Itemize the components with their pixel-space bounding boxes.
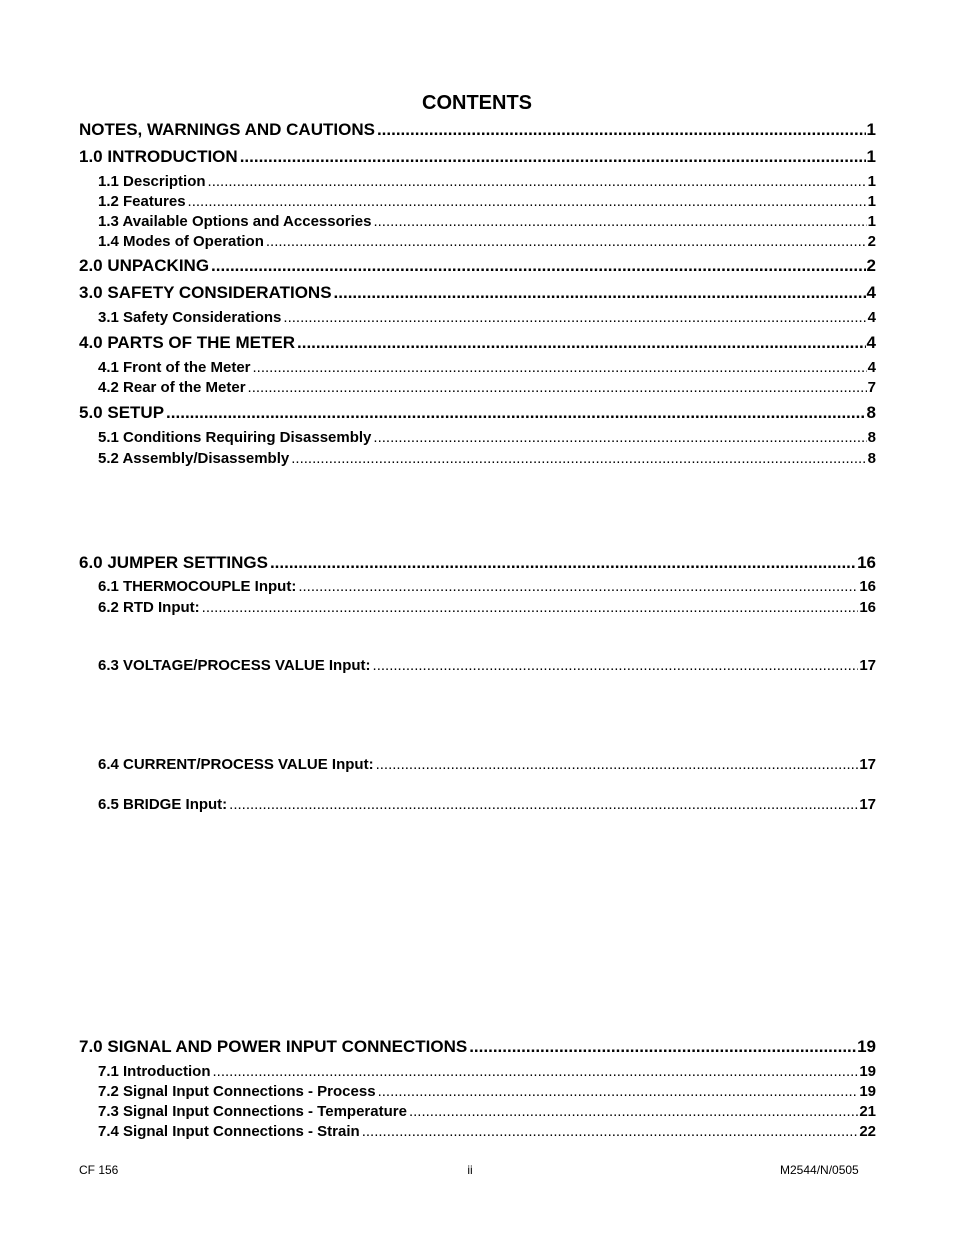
- toc-entry-page: 16: [859, 578, 876, 595]
- toc-entry-current-process-input[interactable]: [98, 755, 876, 774]
- toc-entry-label: 5.1 Conditions Requiring Disassembly: [98, 429, 372, 446]
- toc-entry-label: 2.0 UNPACKING: [79, 256, 210, 275]
- toc-entry-bridge-input[interactable]: [98, 795, 876, 814]
- toc-entry-page: 1: [866, 120, 876, 139]
- toc-entry-label: 1.4 Modes of Operation: [98, 233, 264, 250]
- toc-entry-conditions-disassembly[interactable]: [98, 428, 876, 447]
- toc-entry-options-accessories[interactable]: [98, 212, 876, 231]
- toc-leader-dots: [188, 192, 867, 211]
- toc-entry-page: 16: [857, 553, 876, 572]
- toc-entry-page: 17: [859, 796, 876, 813]
- toc-entry-page: 8: [866, 403, 876, 422]
- toc-entry-page: 1: [867, 213, 876, 230]
- toc-entry-page: 17: [859, 657, 876, 674]
- toc-entry-label: 7.0 SIGNAL AND POWER INPUT CONNECTIONS: [79, 1037, 468, 1056]
- footer-revision-code: M2544/N/0505: [780, 1163, 859, 1177]
- toc-entry-label: 6.4 CURRENT/PROCESS VALUE Input:: [98, 756, 374, 773]
- toc-leader-dots: [240, 146, 866, 168]
- toc-leader-dots: [409, 1102, 858, 1121]
- toc-leader-dots: [248, 378, 867, 397]
- toc-entry-page: 1: [866, 147, 876, 166]
- toc-leader-dots: [378, 1082, 859, 1101]
- toc-entry-jumper-settings[interactable]: [79, 552, 876, 574]
- toc-entry-signal-input-temperature[interactable]: [98, 1102, 876, 1121]
- toc-entry-page: 17: [859, 756, 876, 773]
- toc-entry-page: 21: [859, 1103, 876, 1120]
- toc-entry-label: 1.2 Features: [98, 193, 186, 210]
- toc-entry-front-of-meter[interactable]: [98, 358, 876, 377]
- toc-leader-dots: [270, 552, 856, 574]
- toc-entry-setup[interactable]: [79, 402, 876, 424]
- toc-entry-unpacking[interactable]: [79, 255, 876, 277]
- toc-entry-label: 3.0 SAFETY CONSIDERATIONS: [79, 283, 332, 302]
- toc-entry-rear-of-meter[interactable]: [98, 378, 876, 397]
- toc-entry-voltage-process-input[interactable]: [98, 656, 876, 675]
- toc-entry-page: 2: [866, 256, 876, 275]
- toc-entry-label: 1.3 Available Options and Accessories: [98, 213, 372, 230]
- toc-leader-dots: [229, 795, 858, 814]
- toc-entry-label: 5.0 SETUP: [79, 403, 165, 422]
- toc-entry-label: 6.3 VOLTAGE/PROCESS VALUE Input:: [98, 657, 371, 674]
- toc-entry-parts-of-meter[interactable]: [79, 332, 876, 354]
- toc-entry-safety-considerations[interactable]: [79, 282, 876, 304]
- toc-entry-page: 4: [866, 333, 876, 352]
- toc-leader-dots: [377, 119, 866, 141]
- toc-entry-label: 7.4 Signal Input Connections - Strain: [98, 1123, 360, 1140]
- toc-entry-page: 1: [867, 193, 876, 210]
- toc-entry-page: 16: [859, 599, 876, 616]
- toc-leader-dots: [291, 449, 866, 468]
- toc-entry-features[interactable]: [98, 192, 876, 211]
- toc-entry-label: 5.2 Assembly/Disassembly: [98, 450, 290, 467]
- toc-entry-page: 7: [867, 379, 876, 396]
- toc-entry-page: 19: [859, 1083, 876, 1100]
- toc-leader-dots: [208, 172, 867, 191]
- toc-entry-label: 4.0 PARTS OF THE METER: [79, 333, 295, 352]
- toc-entry-page: 19: [859, 1063, 876, 1080]
- toc-entry-label: 7.3 Signal Input Connections - Temperature: [98, 1103, 407, 1120]
- toc-entry-label: 4.2 Rear of the Meter: [98, 379, 246, 396]
- toc-entry-label: 6.2 RTD Input:: [98, 599, 200, 616]
- toc-leader-dots: [376, 755, 859, 774]
- toc-leader-dots: [266, 232, 867, 251]
- footer-document-code: CF 156: [79, 1163, 119, 1177]
- toc-entry-signal-power-connections[interactable]: [79, 1036, 876, 1058]
- toc-leader-dots: [469, 1036, 856, 1058]
- toc-entry-notes-warnings-cautions[interactable]: [79, 119, 876, 141]
- toc-leader-dots: [297, 332, 866, 354]
- toc-entry-label: 4.1 Front of the Meter: [98, 359, 251, 376]
- toc-entry-label: 6.0 JUMPER SETTINGS: [79, 553, 268, 572]
- toc-leader-dots: [211, 255, 865, 277]
- page-title: CONTENTS: [422, 92, 532, 114]
- toc-entry-description[interactable]: [98, 172, 876, 191]
- toc-leader-dots: [253, 358, 867, 377]
- toc-leader-dots: [166, 402, 865, 424]
- toc-leader-dots: [373, 656, 859, 675]
- toc-entry-safety-considerations-sub[interactable]: [98, 308, 876, 327]
- toc-entry-page: 2: [867, 233, 876, 250]
- toc-entry-label: 6.5 BRIDGE Input:: [98, 796, 228, 813]
- toc-leader-dots: [362, 1122, 859, 1141]
- toc-entry-label: 7.1 Introduction: [98, 1063, 211, 1080]
- toc-entry-thermocouple-input[interactable]: [98, 577, 876, 596]
- toc-entry-assembly-disassembly[interactable]: [98, 449, 876, 468]
- toc-entry-page: 19: [857, 1037, 876, 1056]
- toc-entry-label: 7.2 Signal Input Connections - Process: [98, 1083, 376, 1100]
- toc-entry-label: NOTES, WARNINGS AND CAUTIONS: [79, 120, 375, 139]
- toc-entry-label: 6.1 THERMOCOUPLE Input:: [98, 578, 297, 595]
- toc-entry-label: 1.1 Description: [98, 173, 206, 190]
- toc-entry-signal-input-process[interactable]: [98, 1082, 876, 1101]
- toc-entry-page: 22: [859, 1123, 876, 1140]
- toc-entry-page: 4: [866, 283, 876, 302]
- toc-entry-page: 8: [867, 429, 876, 446]
- toc-leader-dots: [373, 428, 866, 447]
- toc-leader-dots: [298, 577, 858, 596]
- toc-entry-signal-input-strain[interactable]: [98, 1122, 876, 1141]
- toc-entry-page: 1: [867, 173, 876, 190]
- footer-page-number: ii: [467, 1163, 473, 1177]
- toc-entry-page: 8: [867, 450, 876, 467]
- toc-entry-connections-introduction[interactable]: [98, 1062, 876, 1081]
- toc-leader-dots: [373, 212, 866, 231]
- toc-entry-label: 3.1 Safety Considerations: [98, 309, 282, 326]
- toc-leader-dots: [213, 1062, 859, 1081]
- toc-entry-rtd-input[interactable]: [98, 598, 876, 617]
- toc-entry-introduction[interactable]: [79, 146, 876, 168]
- toc-leader-dots: [283, 308, 866, 327]
- toc-entry-label: 1.0 INTRODUCTION: [79, 147, 238, 166]
- toc-entry-modes-of-operation[interactable]: [98, 232, 876, 251]
- toc-entry-page: 4: [867, 359, 876, 376]
- toc-leader-dots: [334, 282, 866, 304]
- toc-entry-page: 4: [867, 309, 876, 326]
- toc-leader-dots: [202, 598, 859, 617]
